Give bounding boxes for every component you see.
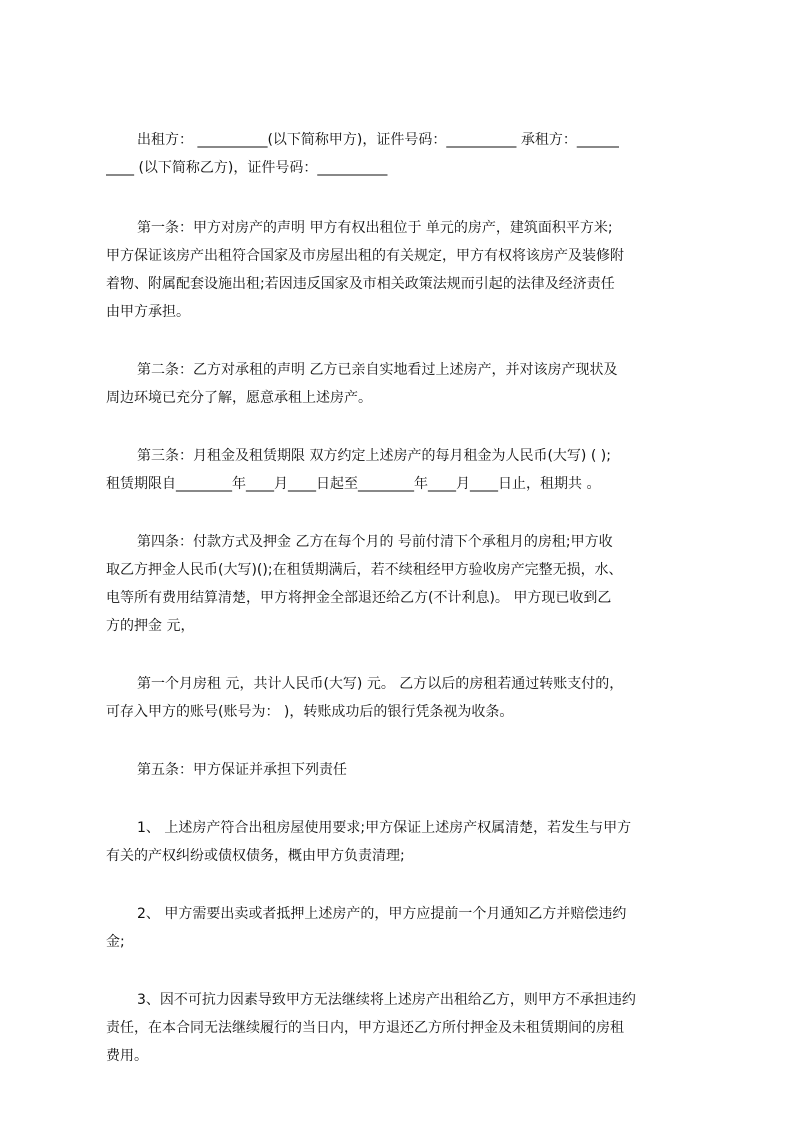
contract-body: [106, 126, 710, 1070]
text-line: 电等所有费用结算清楚，甲方将押金全部退还给乙方(不计利息)。 甲方现已收到乙: [106, 590, 612, 606]
text-line: 周边环境已充分了解，愿意承租上述房产。: [106, 390, 372, 406]
parties-paragraph: [106, 126, 710, 182]
text-line: 费用。: [106, 1048, 148, 1064]
clause-5-item-1: [106, 814, 710, 870]
text-line: 第二条：乙方对承租的声明 乙方已亲自实地看过上述房产，并对该房产现状及: [137, 362, 618, 378]
text-line: 第五条：甲方保证并承担下列责任: [137, 762, 347, 778]
text-line: 第四条：付款方式及押金 乙方在每个月的 号前付清下个承租月的房租;甲方收: [137, 534, 613, 550]
clause-1-paragraph: [106, 214, 710, 326]
text-line: 2、 甲方需要出卖或者抵押上述房产的，甲方应提前一个月通知乙方并赔偿违约: [137, 906, 627, 922]
first-month-rent-paragraph: [106, 670, 710, 726]
text-line: 有关的产权纠纷或债权债务，概由甲方负责清理;: [106, 848, 405, 864]
text-line: 第三条：月租金及租赁期限 双方约定上述房产的每月租金为人民币(大写) ( );: [137, 448, 611, 464]
clause-5-heading: [106, 756, 710, 784]
clause-3-paragraph: [106, 442, 710, 498]
text-line: 取乙方押金人民币(大写)();在租赁期满后，若不续租经甲方验收房产完整无损，水、: [106, 562, 623, 578]
text-line: 1、 上述房产符合出租房屋使用要求;甲方保证上述房产权属清楚，若发生与甲方: [137, 820, 632, 836]
text-line: 金;: [106, 934, 125, 950]
text-line: 可存入甲方的账号(账号为： )，转账成功后的银行凭条视为收条。: [106, 704, 514, 720]
text-line: 方的押金 元，: [106, 618, 195, 634]
text-line: 第一条：甲方对房产的声明 甲方有权出租位于 单元的房产，建筑面积平方米;: [137, 220, 613, 236]
text-line: 着物、附属配套设施出租;若因违反国家及市相关政策法规而引起的法律及经济责任: [106, 276, 615, 292]
text-line: 由甲方承担。: [106, 304, 190, 320]
clause-5-item-3: [106, 986, 710, 1070]
clause-2-paragraph: [106, 356, 710, 412]
text-line: 责任，在本合同无法继续履行的当日内，甲方退还乙方所付押金及未租赁期间的房租: [106, 1020, 624, 1036]
text-line: 3、因不可抗力因素导致甲方无法继续将上述房产出租给乙方，则甲方不承担违约: [137, 992, 636, 1008]
clause-5-item-2: [106, 900, 710, 956]
text-line: ____ (以下简称乙方)，证件号码：__________: [106, 160, 388, 176]
text-line: 甲方保证该房产出租符合国家及市房屋出租的有关规定，甲方有权将该房产及装修附: [106, 248, 624, 264]
text-line: 出租方： __________(以下简称甲方)，证件号码：__________ 承租方：______: [137, 132, 619, 148]
clause-4-paragraph: [106, 528, 710, 640]
text-line: 租赁期限自________年____月____日起至________年____月____日止，租期共 。: [106, 476, 601, 492]
text-line: 第一个月房租 元，共计人民币(大写) 元。 乙方以后的房租若通过转账支付的，: [137, 676, 624, 692]
